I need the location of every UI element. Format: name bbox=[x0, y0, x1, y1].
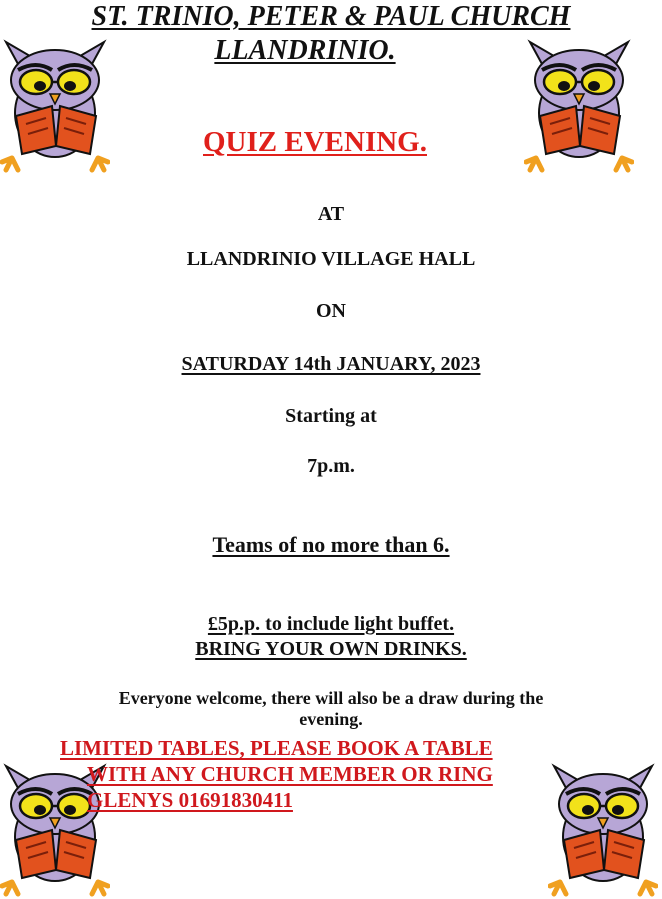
welcome-line-2: evening. bbox=[299, 709, 363, 729]
church-location: LLANDRINIO. bbox=[214, 35, 396, 66]
booking-line-3: GLENYS 01691830411 bbox=[87, 788, 293, 812]
owl-reading-icon-bottom-right bbox=[548, 762, 658, 898]
teams-info: Teams of no more than 6. bbox=[212, 532, 450, 557]
booking-line-1: LIMITED TABLES, PLEASE BOOK A TABLE bbox=[60, 736, 493, 760]
event-time: 7p.m. bbox=[307, 455, 355, 477]
event-at: AT bbox=[317, 203, 345, 225]
price-info: £5p.p. to include light buffet. bbox=[207, 613, 455, 635]
event-venue: LLANDRINIO VILLAGE HALL bbox=[186, 248, 476, 270]
welcome-line-1: Everyone welcome, there will also be a draw during the bbox=[118, 688, 544, 708]
event-on: ON bbox=[316, 300, 346, 322]
event-title: QUIZ EVENING. bbox=[203, 126, 427, 158]
church-name: ST. TRINIO, PETER & PAUL CHURCH bbox=[91, 1, 571, 32]
event-date: SATURDAY 14th JANUARY, 2023 bbox=[181, 353, 481, 375]
drinks-info: BRING YOUR OWN DRINKS. bbox=[195, 638, 467, 660]
event-starting-label: Starting at bbox=[285, 405, 377, 427]
booking-line-2: WITH ANY CHURCH MEMBER OR RING bbox=[87, 762, 493, 786]
